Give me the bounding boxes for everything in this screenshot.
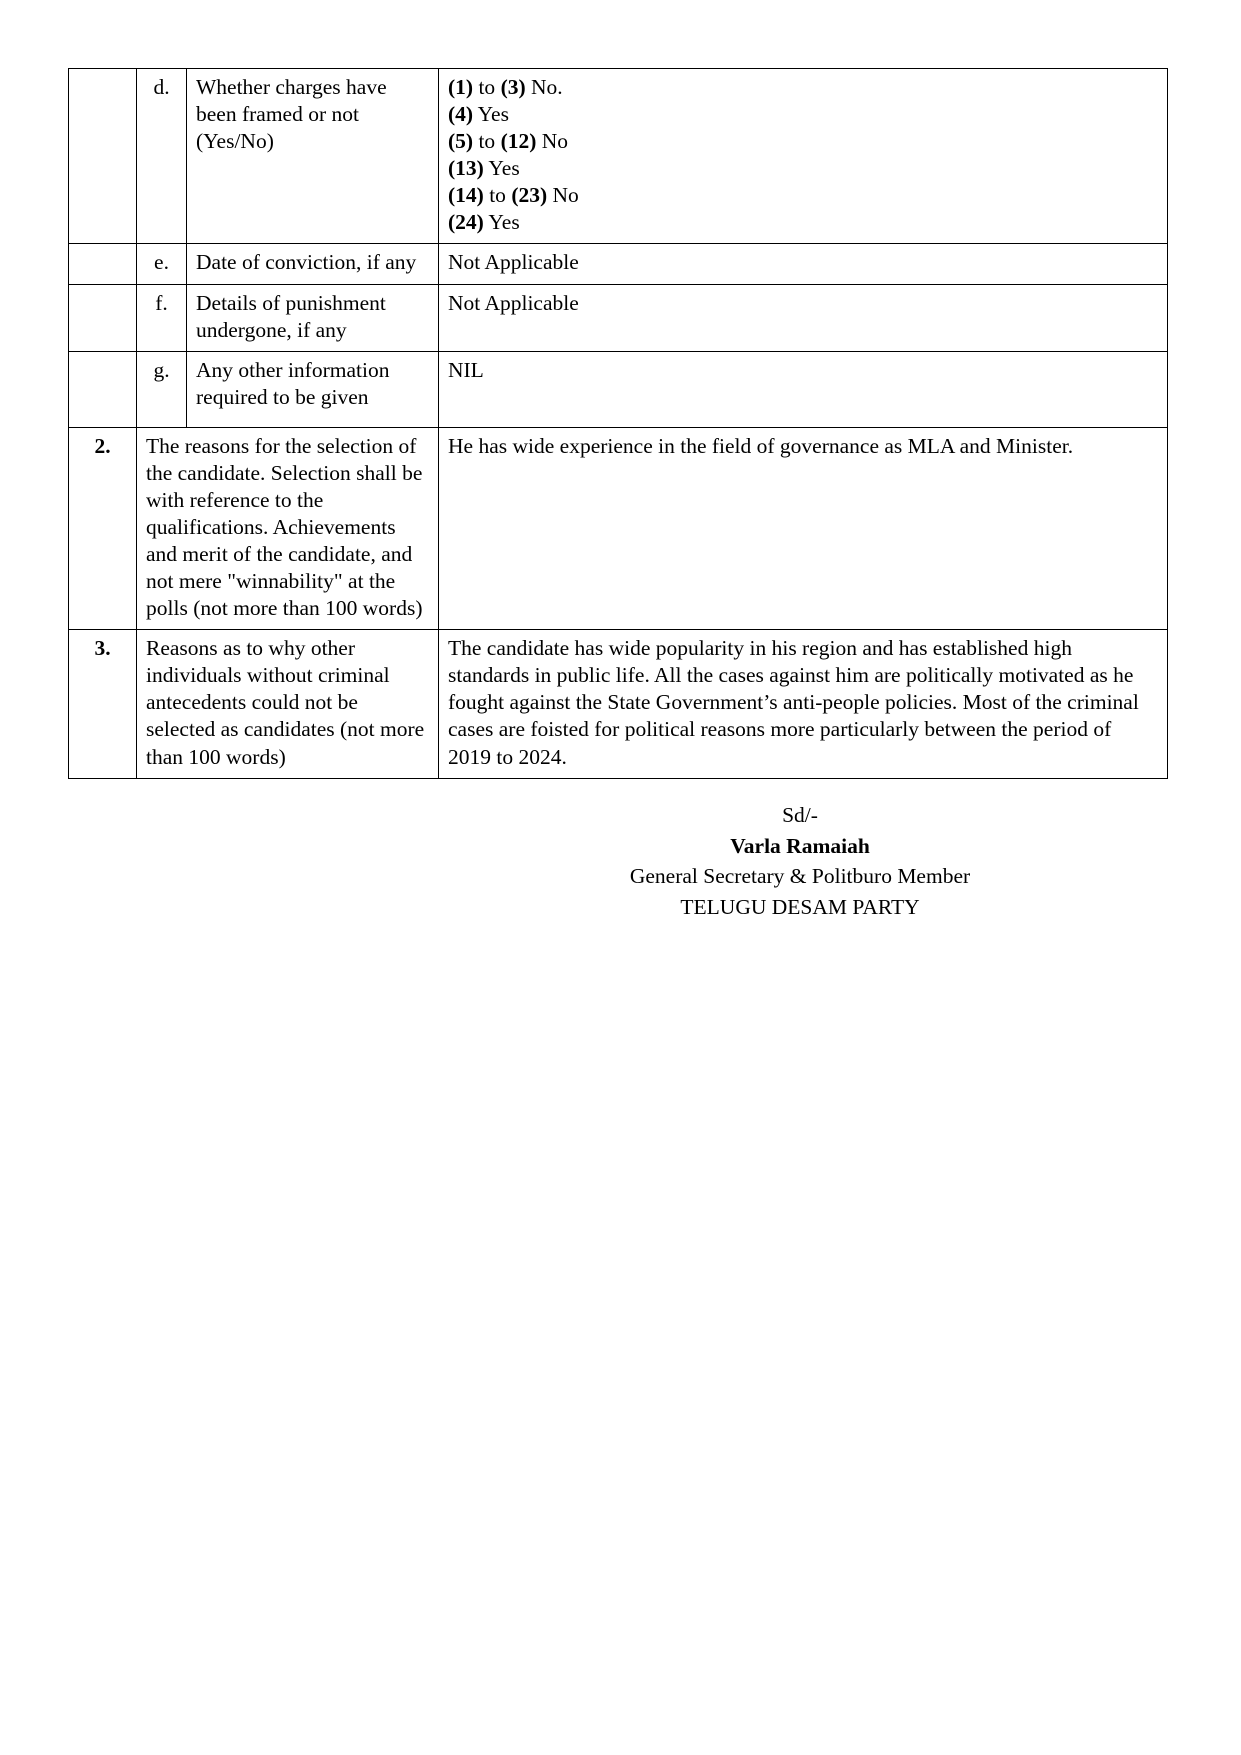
charge-index-2: (3): [500, 75, 526, 99]
signature-block: [430, 800, 1170, 922]
charge-index: (4): [448, 102, 474, 127]
charge-answer: No.: [525, 75, 563, 99]
charge-index-2: (23): [511, 183, 548, 208]
charge-mid: to: [473, 75, 501, 99]
signatory-role: General Secretary & Politburo Member: [629, 864, 971, 889]
candidate-details-table: [68, 68, 1168, 779]
row-value-cell: NIL: [439, 351, 1168, 427]
charge-line: [448, 74, 1158, 101]
charge-answer: Yes: [488, 156, 520, 181]
charge-line: [448, 155, 1158, 182]
row-number-cell: [69, 351, 137, 427]
charge-index-2: (12): [500, 129, 537, 154]
row-label-cell: Details of punishment undergone, if any: [187, 284, 439, 351]
table-row: [69, 351, 1168, 427]
row-label-cell: Date of conviction, if any: [187, 244, 439, 284]
row-value-cell: He has wide experience in the field of governance as MLA and Minister.: [439, 427, 1168, 630]
row-number-cell: 2.: [69, 427, 137, 630]
charge-answer: Yes: [488, 210, 520, 235]
charge-index: (24): [448, 210, 484, 235]
charge-answer: Yes: [477, 102, 509, 127]
signature-sd: Sd/-: [782, 803, 818, 827]
charge-line: [448, 209, 1158, 236]
row-value-cell: Not Applicable: [439, 244, 1168, 284]
table-row: [69, 630, 1168, 778]
row-value-cell: The candidate has wide popularity in his region and has established high standards in public life. All the cases against him are politically motivated as he fought against the State Government’s anti-people policies. Most of the criminal cases are foisted for political reasons more particularly between the period of 2019 to 2024.: [439, 630, 1168, 778]
table-row: [69, 427, 1168, 630]
row-number-cell: 3.: [69, 630, 137, 778]
charge-index: (13): [448, 156, 484, 181]
row-value-cell: [439, 69, 1168, 244]
table-row: [69, 284, 1168, 351]
charge-line: [448, 101, 1158, 128]
signatory-name: Varla Ramaiah: [730, 833, 870, 858]
row-number-cell: [69, 69, 137, 244]
charge-index: (5): [448, 129, 474, 154]
signatory-party: TELUGU DESAM PARTY: [680, 894, 920, 919]
table-row: [69, 69, 1168, 244]
row-letter-cell: f.: [137, 284, 187, 351]
row-letter-cell: g.: [137, 351, 187, 427]
row-label-cell: The reasons for the selection of the candidate. Selection shall be with reference to the qualifications. Achievements and merit of the candidate, and not mere "winnability" at the polls (not more than 100 words): [137, 427, 439, 630]
row-label-cell: Reasons as to why other individuals without criminal antecedents could not be selected as candidates (not more than 100 words): [137, 630, 439, 778]
charge-line: [448, 182, 1158, 209]
charge-index: (1): [448, 75, 474, 99]
charge-index: (14): [448, 183, 484, 208]
row-number-cell: [69, 244, 137, 284]
row-number-cell: [69, 284, 137, 351]
row-value-cell: Not Applicable: [439, 284, 1168, 351]
charge-answer: No: [536, 129, 569, 154]
charge-answer: No: [547, 183, 579, 208]
charge-mid: to: [473, 129, 501, 154]
row-label-cell: Any other information required to be given: [187, 351, 439, 427]
row-label-cell: Whether charges have been framed or not (Yes/No): [187, 69, 439, 244]
table-row: [69, 244, 1168, 284]
charge-line: [448, 128, 1158, 155]
row-letter-cell: d.: [137, 69, 187, 244]
charge-mid: to: [483, 183, 512, 208]
row-letter-cell: e.: [137, 244, 187, 284]
